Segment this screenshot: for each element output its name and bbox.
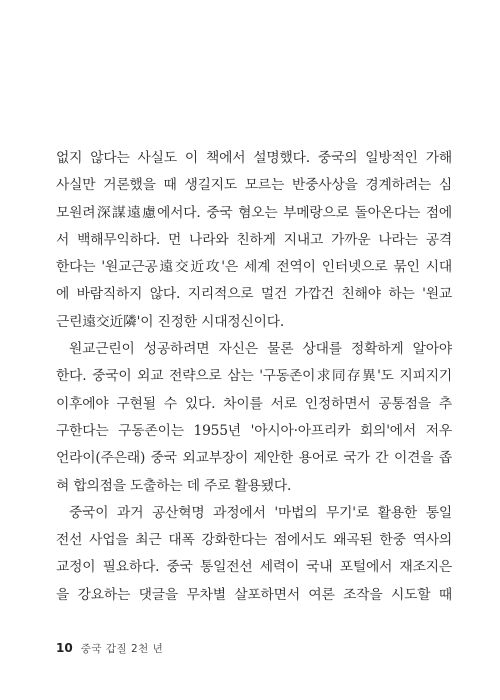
page-footer	[56, 641, 163, 656]
running-title: 중국 갑질 2천 년	[80, 643, 164, 655]
text-line: 전선 사업을 최근 대폭 강화한다는 점에서도 왜곡된 한중 역사의	[56, 532, 452, 549]
text-line: 원교근린이 성공하려면 자신은 물론 상대를 정확하게 알아야	[69, 341, 452, 358]
text-line: 교정이 필요하다. 중국 통일전선 세력이 국내 포털에서 재조지은	[56, 559, 452, 576]
text-line: 구한다는 구동존이는 1955년 '아시아·아프리카 회의'에서 저우	[56, 422, 452, 439]
text-line: 중국이 과거 공산혁명 과정에서 '마법의 무기'로 활용한 통일	[69, 504, 452, 521]
text-line: 근린遠交近隣'이 진정한 시대정신이다.	[56, 313, 285, 330]
text-line: 혀 합의점을 도출하는 데 주로 활용됐다.	[56, 477, 292, 494]
text-line: 에 바람직하지 않다. 지리적으로 멀건 가깝건 친해야 하는 '원교	[56, 286, 452, 303]
text-line: 사실만 거론했을 때 생길지도 모르는 반중사상을 경계하려는 심	[56, 177, 452, 194]
text-line: 서 백해무익하다. 먼 나라와 친하게 지내고 가까운 나라는 공격	[56, 231, 452, 248]
text-line: 없지 않다는 사실도 이 책에서 설명했다. 중국의 일방적인 가해	[56, 150, 452, 166]
page-number: 10	[56, 641, 73, 655]
text-line: 이후에야 구현될 수 있다. 차이를 서로 인정하면서 공통점을 추	[56, 395, 452, 412]
text-line: 한다는 '원교근공遠交近攻'은 세계 전역이 인터넷으로 묶인 시대	[56, 259, 452, 276]
text-line: 모원려深謀遠慮에서다. 중국 혐오는 부메랑으로 돌아온다는 점에	[56, 204, 452, 221]
body-text	[56, 145, 452, 609]
text-line: 한다. 중국이 외교 전략으로 삼는 '구동존이求同存異'도 지피지기	[56, 368, 452, 385]
text-line: 을 강요하는 댓글을 무차별 살포하면서 여론 조작을 시도할 때	[56, 586, 452, 603]
text-line: 언라이(주은래) 중국 외교부장이 제안한 용어로 국가 간 이견을 좁	[56, 450, 452, 467]
